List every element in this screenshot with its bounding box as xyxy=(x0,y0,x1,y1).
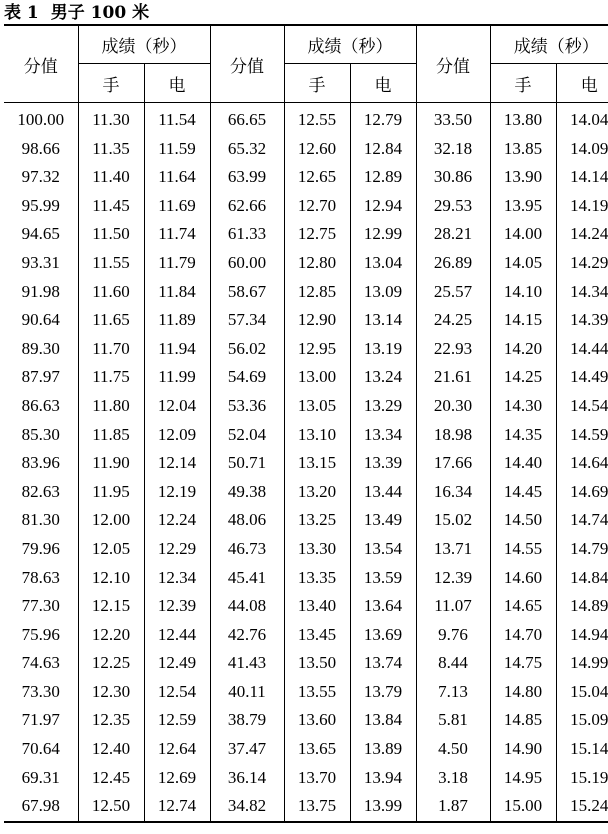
electric-time-cell: 14.79 xyxy=(556,535,608,564)
electric-time-cell: 14.84 xyxy=(556,564,608,593)
score-cell: 100.00 xyxy=(4,103,78,135)
electric-time-cell: 13.64 xyxy=(350,592,416,621)
score-cell: 90.64 xyxy=(21,310,60,330)
electric-time-cell: 12.09 xyxy=(144,421,210,450)
score-cell: 42.76 xyxy=(210,621,284,650)
electric-time-cell: 13.99 xyxy=(350,792,416,822)
electric-time-cell: 14.54 xyxy=(556,392,608,421)
table-row xyxy=(4,421,608,450)
hand-time-cell: 14.95 xyxy=(490,764,556,793)
electric-time-cell: 13.74 xyxy=(350,649,416,678)
hand-time-cell: 11.40 xyxy=(78,163,144,192)
score-cell: 4.50 xyxy=(416,735,490,764)
score-cell: 82.63 xyxy=(21,481,60,501)
score-cell: 74.63 xyxy=(21,653,60,673)
hand-time-cell: 12.65 xyxy=(284,163,350,192)
score-cell: 98.66 xyxy=(21,138,60,158)
electric-time-cell: 14.34 xyxy=(556,278,608,307)
electric-time-cell: 13.04 xyxy=(350,249,416,278)
hand-time-cell: 14.15 xyxy=(490,306,556,335)
hand-time-cell: 11.75 xyxy=(78,363,144,392)
score-cell: 61.33 xyxy=(210,220,284,249)
hand-time-cell: 11.50 xyxy=(78,220,144,249)
electric-time-cell: 13.89 xyxy=(350,735,416,764)
electric-time-cell: 11.54 xyxy=(144,103,210,135)
hand-time-cell: 13.15 xyxy=(284,449,350,478)
electric-time-cell: 13.44 xyxy=(350,478,416,507)
score-cell: 56.02 xyxy=(210,335,284,364)
electric-time-cell: 15.14 xyxy=(556,735,608,764)
score-cell: 22.93 xyxy=(416,335,490,364)
table-row xyxy=(4,163,608,192)
hand-time-cell: 12.00 xyxy=(78,506,144,535)
score-cell: 8.44 xyxy=(416,649,490,678)
hand-time-cell: 12.90 xyxy=(284,306,350,335)
electric-time-cell: 15.24 xyxy=(556,792,608,822)
electric-timing-header: 电 xyxy=(556,64,608,103)
score-cell: 29.53 xyxy=(416,192,490,221)
hand-timing-header: 手 xyxy=(78,64,144,103)
hand-time-cell: 14.30 xyxy=(490,392,556,421)
score-cell: 93.31 xyxy=(21,252,60,272)
score-cell: 70.64 xyxy=(21,739,60,759)
electric-time-cell: 13.54 xyxy=(350,535,416,564)
electric-time-cell: 14.24 xyxy=(556,220,608,249)
hand-time-cell: 14.00 xyxy=(490,220,556,249)
score-cell: 50.71 xyxy=(210,449,284,478)
score-column-header: 分值 xyxy=(210,25,284,103)
score-cell: 91.98 xyxy=(21,281,60,301)
electric-time-cell: 13.84 xyxy=(350,706,416,735)
hand-time-cell: 13.90 xyxy=(490,163,556,192)
table-row xyxy=(4,506,608,535)
hand-time-cell: 14.55 xyxy=(490,535,556,564)
hand-time-cell: 12.25 xyxy=(78,649,144,678)
electric-time-cell: 12.34 xyxy=(144,564,210,593)
electric-time-cell: 14.59 xyxy=(556,421,608,450)
electric-time-cell: 15.19 xyxy=(556,764,608,793)
electric-time-cell: 13.79 xyxy=(350,678,416,707)
electric-time-cell: 13.39 xyxy=(350,449,416,478)
table-number: 表 1 xyxy=(4,3,39,23)
electric-time-cell: 12.84 xyxy=(350,135,416,164)
hand-time-cell: 14.60 xyxy=(490,564,556,593)
hand-time-cell: 13.80 xyxy=(490,103,556,135)
score-cell: 95.99 xyxy=(21,195,60,215)
hand-time-cell: 14.45 xyxy=(490,478,556,507)
hand-time-cell: 13.20 xyxy=(284,478,350,507)
electric-time-cell: 11.89 xyxy=(144,306,210,335)
score-cell: 3.18 xyxy=(416,764,490,793)
hand-time-cell: 14.50 xyxy=(490,506,556,535)
electric-time-cell: 13.59 xyxy=(350,564,416,593)
electric-time-cell: 13.94 xyxy=(350,764,416,793)
score-cell: 89.30 xyxy=(21,338,60,358)
electric-time-cell: 13.14 xyxy=(350,306,416,335)
hand-time-cell: 13.65 xyxy=(284,735,350,764)
hand-time-cell: 13.70 xyxy=(284,764,350,793)
score-cell: 78.63 xyxy=(21,567,60,587)
hand-time-cell: 13.50 xyxy=(284,649,350,678)
electric-time-cell: 14.04 xyxy=(556,103,608,135)
electric-time-cell: 14.39 xyxy=(556,306,608,335)
score-column-header: 分值 xyxy=(416,25,490,103)
hand-time-cell: 12.35 xyxy=(78,706,144,735)
electric-time-cell: 12.19 xyxy=(144,478,210,507)
electric-time-cell: 12.44 xyxy=(144,621,210,650)
table-row xyxy=(4,278,608,307)
score-cell: 63.99 xyxy=(210,163,284,192)
electric-time-cell: 14.89 xyxy=(556,592,608,621)
score-cell: 28.21 xyxy=(416,220,490,249)
table-row xyxy=(4,535,608,564)
score-cell: 17.66 xyxy=(416,449,490,478)
hand-time-cell: 13.45 xyxy=(284,621,350,650)
score-cell: 40.11 xyxy=(210,678,284,707)
hand-time-cell: 11.30 xyxy=(78,103,144,135)
result-column-header: 成绩（秒） xyxy=(284,25,416,64)
electric-time-cell: 14.69 xyxy=(556,478,608,507)
score-cell: 46.73 xyxy=(210,535,284,564)
electric-time-cell: 12.29 xyxy=(144,535,210,564)
hand-time-cell: 11.35 xyxy=(78,135,144,164)
electric-time-cell: 11.64 xyxy=(144,163,210,192)
hand-time-cell: 14.75 xyxy=(490,649,556,678)
hand-time-cell: 12.80 xyxy=(284,249,350,278)
score-cell: 48.06 xyxy=(210,506,284,535)
hand-time-cell: 13.30 xyxy=(284,535,350,564)
score-cell: 1.87 xyxy=(416,792,490,822)
electric-time-cell: 13.29 xyxy=(350,392,416,421)
table-row xyxy=(4,792,608,822)
hand-time-cell: 12.55 xyxy=(284,103,350,135)
table-title: 男子 100 米 xyxy=(50,3,150,23)
hand-time-cell: 14.65 xyxy=(490,592,556,621)
score-cell: 20.30 xyxy=(416,392,490,421)
electric-time-cell: 13.24 xyxy=(350,363,416,392)
result-column-header: 成绩（秒） xyxy=(78,25,210,64)
hand-time-cell: 12.50 xyxy=(78,792,144,822)
score-cell: 45.41 xyxy=(210,564,284,593)
hand-time-cell: 12.30 xyxy=(78,678,144,707)
table-row xyxy=(4,103,608,135)
electric-time-cell: 12.94 xyxy=(350,192,416,221)
hand-time-cell: 12.60 xyxy=(284,135,350,164)
score-cell: 12.39 xyxy=(416,564,490,593)
electric-time-cell: 12.24 xyxy=(144,506,210,535)
score-cell: 24.25 xyxy=(416,306,490,335)
result-column-header: 成绩（秒） xyxy=(490,25,608,64)
score-cell: 41.43 xyxy=(210,649,284,678)
score-cell: 44.08 xyxy=(210,592,284,621)
hand-time-cell: 11.70 xyxy=(78,335,144,364)
electric-time-cell: 12.14 xyxy=(144,449,210,478)
score-cell: 73.30 xyxy=(21,681,60,701)
electric-time-cell: 12.89 xyxy=(350,163,416,192)
table-row xyxy=(4,192,608,221)
electric-time-cell: 15.04 xyxy=(556,678,608,707)
electric-time-cell: 12.59 xyxy=(144,706,210,735)
score-cell: 57.34 xyxy=(210,306,284,335)
hand-time-cell: 14.35 xyxy=(490,421,556,450)
table-row xyxy=(4,363,608,392)
electric-time-cell: 11.94 xyxy=(144,335,210,364)
table-row xyxy=(4,306,608,335)
table-row xyxy=(4,135,608,164)
score-cell: 13.71 xyxy=(416,535,490,564)
score-cell: 97.32 xyxy=(21,167,60,187)
hand-time-cell: 11.45 xyxy=(78,192,144,221)
hand-time-cell: 11.65 xyxy=(78,306,144,335)
table-row xyxy=(4,220,608,249)
electric-time-cell: 13.19 xyxy=(350,335,416,364)
table-row xyxy=(4,478,608,507)
hand-time-cell: 12.75 xyxy=(284,220,350,249)
electric-time-cell: 14.74 xyxy=(556,506,608,535)
score-cell: 25.57 xyxy=(416,278,490,307)
table-row xyxy=(4,649,608,678)
score-cell: 94.65 xyxy=(21,224,60,244)
hand-time-cell: 13.95 xyxy=(490,192,556,221)
score-cell: 58.67 xyxy=(210,278,284,307)
table-header xyxy=(4,25,608,103)
electric-time-cell: 14.09 xyxy=(556,135,608,164)
electric-time-cell: 11.84 xyxy=(144,278,210,307)
score-cell: 26.89 xyxy=(416,249,490,278)
hand-time-cell: 11.95 xyxy=(78,478,144,507)
electric-time-cell: 11.59 xyxy=(144,135,210,164)
score-cell: 67.98 xyxy=(21,796,60,816)
hand-time-cell: 12.95 xyxy=(284,335,350,364)
hand-time-cell: 13.40 xyxy=(284,592,350,621)
electric-timing-header: 电 xyxy=(144,64,210,103)
table-row xyxy=(4,706,608,735)
score-cell: 83.96 xyxy=(21,453,60,473)
score-column-header: 分值 xyxy=(23,56,58,77)
electric-time-cell: 12.39 xyxy=(144,592,210,621)
electric-time-cell: 13.09 xyxy=(350,278,416,307)
hand-timing-header: 手 xyxy=(284,64,350,103)
score-cell: 85.30 xyxy=(21,424,60,444)
hand-time-cell: 13.10 xyxy=(284,421,350,450)
score-cell: 71.97 xyxy=(21,710,60,730)
score-cell: 16.34 xyxy=(416,478,490,507)
table-body xyxy=(4,103,608,822)
electric-time-cell: 14.64 xyxy=(556,449,608,478)
score-cell: 30.86 xyxy=(416,163,490,192)
electric-time-cell: 13.34 xyxy=(350,421,416,450)
hand-time-cell: 15.00 xyxy=(490,792,556,822)
electric-time-cell: 14.94 xyxy=(556,621,608,650)
table-caption xyxy=(4,2,149,24)
hand-time-cell: 11.60 xyxy=(78,278,144,307)
table-row xyxy=(4,678,608,707)
score-cell: 86.63 xyxy=(21,395,60,415)
score-cell: 15.02 xyxy=(416,506,490,535)
hand-time-cell: 14.20 xyxy=(490,335,556,364)
score-cell: 36.14 xyxy=(210,764,284,793)
hand-time-cell: 11.55 xyxy=(78,249,144,278)
score-cell: 81.30 xyxy=(21,510,60,530)
electric-time-cell: 14.99 xyxy=(556,649,608,678)
hand-time-cell: 13.25 xyxy=(284,506,350,535)
score-cell: 69.31 xyxy=(21,767,60,787)
table-row xyxy=(4,764,608,793)
score-cell: 49.38 xyxy=(210,478,284,507)
electric-time-cell: 14.19 xyxy=(556,192,608,221)
table-row xyxy=(4,392,608,421)
hand-time-cell: 14.25 xyxy=(490,363,556,392)
score-cell: 62.66 xyxy=(210,192,284,221)
electric-time-cell: 12.69 xyxy=(144,764,210,793)
hand-time-cell: 13.60 xyxy=(284,706,350,735)
table-row xyxy=(4,735,608,764)
score-cell: 52.04 xyxy=(210,421,284,450)
hand-time-cell: 14.80 xyxy=(490,678,556,707)
electric-time-cell: 11.99 xyxy=(144,363,210,392)
score-cell: 60.00 xyxy=(210,249,284,278)
table-row xyxy=(4,335,608,364)
electric-time-cell: 14.44 xyxy=(556,335,608,364)
score-cell: 7.13 xyxy=(416,678,490,707)
electric-time-cell: 12.04 xyxy=(144,392,210,421)
score-cell: 79.96 xyxy=(21,538,60,558)
electric-time-cell: 12.54 xyxy=(144,678,210,707)
score-cell: 54.69 xyxy=(210,363,284,392)
hand-time-cell: 13.55 xyxy=(284,678,350,707)
table-row xyxy=(4,249,608,278)
score-cell: 37.47 xyxy=(210,735,284,764)
hand-time-cell: 12.20 xyxy=(78,621,144,650)
hand-time-cell: 13.00 xyxy=(284,363,350,392)
score-cell: 32.18 xyxy=(416,135,490,164)
score-cell: 65.32 xyxy=(210,135,284,164)
electric-time-cell: 12.74 xyxy=(144,792,210,822)
hand-time-cell: 14.40 xyxy=(490,449,556,478)
score-cell: 77.30 xyxy=(21,596,60,616)
electric-timing-header: 电 xyxy=(350,64,416,103)
electric-time-cell: 14.14 xyxy=(556,163,608,192)
electric-time-cell: 13.69 xyxy=(350,621,416,650)
hand-time-cell: 12.05 xyxy=(78,535,144,564)
hand-time-cell: 11.80 xyxy=(78,392,144,421)
electric-time-cell: 14.49 xyxy=(556,363,608,392)
hand-time-cell: 14.70 xyxy=(490,621,556,650)
hand-time-cell: 14.85 xyxy=(490,706,556,735)
score-cell: 53.36 xyxy=(210,392,284,421)
score-cell: 21.61 xyxy=(416,363,490,392)
hand-time-cell: 12.15 xyxy=(78,592,144,621)
electric-time-cell: 12.64 xyxy=(144,735,210,764)
score-cell: 34.82 xyxy=(210,792,284,822)
score-cell: 38.79 xyxy=(210,706,284,735)
score-cell: 5.81 xyxy=(416,706,490,735)
score-cell: 9.76 xyxy=(416,621,490,650)
hand-time-cell: 12.45 xyxy=(78,764,144,793)
score-cell: 11.07 xyxy=(416,592,490,621)
score-cell: 75.96 xyxy=(21,624,60,644)
score-cell: 33.50 xyxy=(416,103,490,135)
electric-time-cell: 12.49 xyxy=(144,649,210,678)
electric-time-cell: 14.29 xyxy=(556,249,608,278)
hand-time-cell: 13.05 xyxy=(284,392,350,421)
electric-time-cell: 11.79 xyxy=(144,249,210,278)
score-cell: 66.65 xyxy=(210,103,284,135)
score-cell: 87.97 xyxy=(21,367,60,387)
table-row xyxy=(4,621,608,650)
table-row xyxy=(4,449,608,478)
hand-time-cell: 13.75 xyxy=(284,792,350,822)
scores-table xyxy=(4,24,608,823)
hand-time-cell: 13.85 xyxy=(490,135,556,164)
table-row xyxy=(4,564,608,593)
table-row xyxy=(4,592,608,621)
hand-time-cell: 14.90 xyxy=(490,735,556,764)
hand-time-cell: 12.85 xyxy=(284,278,350,307)
hand-time-cell: 11.90 xyxy=(78,449,144,478)
electric-time-cell: 12.99 xyxy=(350,220,416,249)
score-cell: 18.98 xyxy=(416,421,490,450)
hand-timing-header: 手 xyxy=(490,64,556,103)
electric-time-cell: 15.09 xyxy=(556,706,608,735)
hand-time-cell: 11.85 xyxy=(78,421,144,450)
hand-time-cell: 13.35 xyxy=(284,564,350,593)
hand-time-cell: 12.40 xyxy=(78,735,144,764)
hand-time-cell: 12.10 xyxy=(78,564,144,593)
hand-time-cell: 12.70 xyxy=(284,192,350,221)
electric-time-cell: 11.74 xyxy=(144,220,210,249)
electric-time-cell: 13.49 xyxy=(350,506,416,535)
electric-time-cell: 12.79 xyxy=(350,103,416,135)
hand-time-cell: 14.05 xyxy=(490,249,556,278)
electric-time-cell: 11.69 xyxy=(144,192,210,221)
hand-time-cell: 14.10 xyxy=(490,278,556,307)
